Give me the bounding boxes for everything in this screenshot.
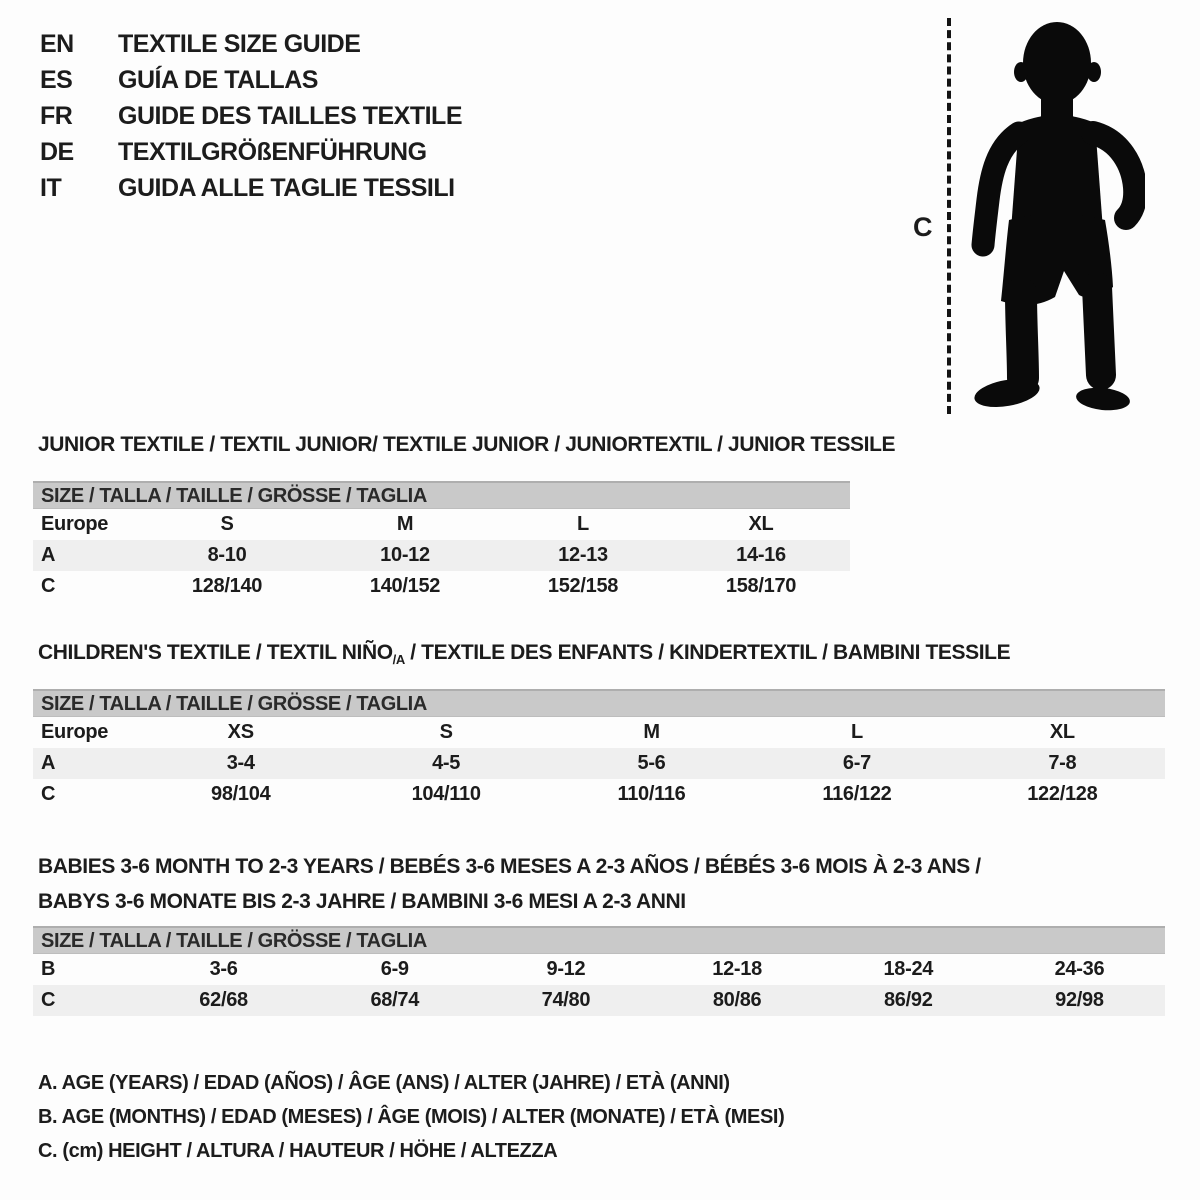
table-cell: 98/104 (211, 783, 271, 805)
table-cell: 7-8 (1048, 752, 1077, 774)
table-cell: 6-7 (842, 752, 871, 774)
table-cell: 110/116 (617, 783, 686, 805)
row-label: A (41, 544, 56, 566)
table-cell: 6-9 (380, 958, 409, 980)
lang-title: GUIDA ALLE TAGLIE TESSILI (118, 173, 455, 202)
row-label: Europe (41, 513, 109, 535)
row-label: C (41, 575, 56, 597)
lang-title: TEXTILGRÖßENFÜHRUNG (118, 137, 427, 166)
table-cell: 14-16 (736, 544, 786, 566)
table-cell: 10-12 (380, 544, 430, 566)
row-label: C (41, 783, 56, 805)
table-cell: 86/92 (883, 989, 933, 1011)
table-row (33, 748, 1165, 779)
table-row (33, 540, 850, 571)
junior-section-title: JUNIOR TEXTILE / TEXTIL JUNIOR/ TEXTILE JUNIOR / JUNIORTEXTIL / JUNIOR TESSILE (38, 433, 896, 456)
height-dashed-line (947, 18, 951, 414)
lang-title: TEXTILE SIZE GUIDE (118, 29, 361, 58)
table-size-header: SIZE / TALLA / TAILLE / GRÖSSE / TAGLIA (33, 481, 850, 509)
table-cell: XL (748, 513, 774, 535)
table-cell: 8-10 (207, 544, 247, 566)
table-cell: M (643, 721, 660, 743)
table-cell: 128/140 (191, 575, 263, 597)
table-cell: 68/74 (370, 989, 420, 1011)
children-title-sub: /A (392, 652, 405, 668)
lang-title: GUIDE DES TAILLES TEXTILE (118, 101, 463, 130)
table-cell: L (850, 721, 863, 743)
table-cell: S (220, 513, 234, 535)
row-label: A (41, 752, 56, 774)
table-cell: 74/80 (541, 989, 591, 1011)
table-cell: 92/98 (1055, 989, 1104, 1011)
table-cell: 4-5 (432, 752, 461, 774)
measurement-legend (38, 1066, 784, 1168)
table-cell: 3-6 (209, 958, 238, 980)
legend-line-a: A. AGE (YEARS) / EDAD (AÑOS) / ÂGE (ANS) / ALTER (JAHRE) / ETÀ (ANNI) (38, 1072, 730, 1094)
table-cell: XL (1049, 721, 1075, 743)
language-header (40, 26, 462, 206)
table-cell: 18-24 (883, 958, 934, 980)
table-row (33, 571, 850, 602)
lang-code: EN (40, 29, 74, 58)
row-label: B (41, 958, 56, 980)
lang-code: IT (40, 173, 62, 202)
height-measure-label: C (913, 212, 933, 242)
junior-size-table (33, 481, 850, 602)
table-row (33, 717, 1165, 748)
babies-size-table (33, 926, 1165, 1016)
table-row (33, 985, 1165, 1016)
table-cell: 116/122 (822, 783, 892, 805)
table-cell: 5-6 (637, 752, 666, 774)
table-row (33, 779, 1165, 810)
table-cell: 80/86 (712, 989, 762, 1011)
table-size-header: SIZE / TALLA / TAILLE / GRÖSSE / TAGLIA (33, 926, 1165, 954)
table-cell: 12-13 (558, 544, 608, 566)
toddler-silhouette-icon (955, 15, 1145, 425)
table-cell: XS (227, 721, 254, 743)
table-cell: 9-12 (546, 958, 586, 980)
table-cell: 62/68 (199, 989, 248, 1011)
children-title-part1: CHILDREN'S TEXTILE / TEXTIL NIÑO (38, 641, 393, 664)
children-section-title (38, 641, 1010, 667)
table-cell: M (396, 513, 414, 535)
legend-line-b: B. AGE (MONTHS) / EDAD (MESES) / ÂGE (MOIS) / ALTER (MONATE) / ETÀ (MESI) (38, 1106, 785, 1128)
table-size-header: SIZE / TALLA / TAILLE / GRÖSSE / TAGLIA (33, 689, 1165, 717)
table-cell: 152/158 (547, 575, 619, 597)
babies-section-title (38, 849, 981, 919)
table-row (33, 509, 850, 540)
lang-code: FR (40, 101, 73, 130)
babies-title-line2: BABYS 3-6 MONATE BIS 2-3 JAHRE / BAMBINI 3-6 MESI A 2-3 ANNI (38, 890, 686, 913)
table-cell: 158/170 (725, 575, 797, 597)
lang-code: ES (40, 65, 73, 94)
children-title-part2: / TEXTILE DES ENFANTS / KINDERTEXTIL / BAMBINI TESSILE (404, 641, 1011, 664)
babies-title-line1: BABIES 3-6 MONTH TO 2-3 YEARS / BEBÉS 3-6 MESES A 2-3 AÑOS / BÉBÉS 3-6 MOIS À 2-3 ANS / (38, 855, 981, 878)
lang-title: GUÍA DE TALLAS (118, 65, 318, 94)
table-cell: 140/152 (369, 575, 441, 597)
row-label: C (41, 989, 56, 1011)
lang-code: DE (40, 137, 74, 166)
table-row (33, 954, 1165, 985)
table-cell: 24-36 (1054, 958, 1105, 980)
table-cell: S (439, 721, 453, 743)
table-cell: L (577, 513, 589, 535)
table-cell: 3-4 (226, 752, 255, 774)
row-label: Europe (41, 721, 109, 743)
children-size-table (33, 689, 1165, 810)
table-cell: 104/110 (411, 783, 481, 805)
table-cell: 12-18 (712, 958, 762, 980)
table-cell: 122/128 (1027, 783, 1098, 805)
legend-line-c: C. (cm) HEIGHT / ALTURA / HAUTEUR / HÖHE / ALTEZZA (38, 1140, 558, 1162)
